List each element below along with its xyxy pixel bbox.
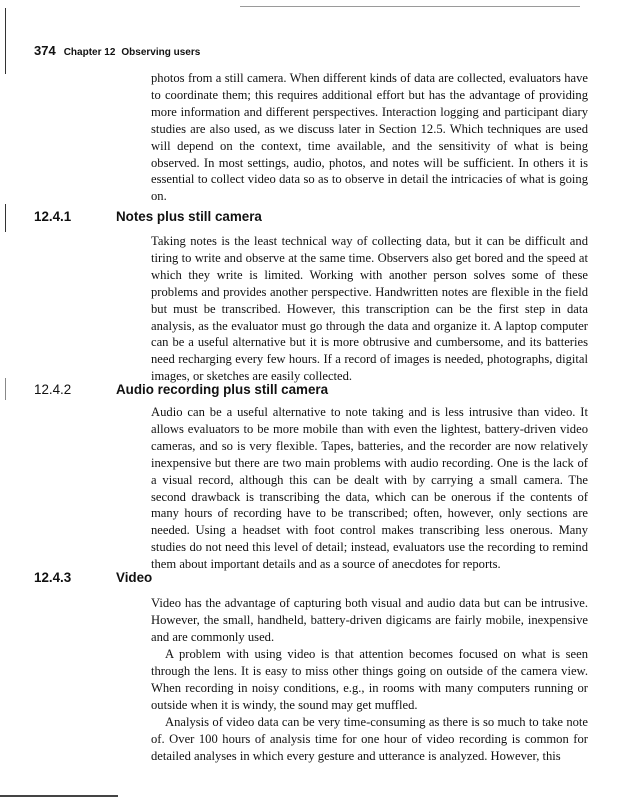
section-number: 12.4.3 (34, 570, 72, 585)
chapter-title: Observing users (121, 47, 201, 58)
section-title: Audio recording plus still camera (116, 382, 329, 397)
section-heading-12-4-3 (34, 570, 152, 585)
running-header (34, 42, 200, 60)
section-paragraph: Taking notes is the least technical way of collecting data, but it can be difficult and tiring to write and observe at the same time. Observers also get bored and the speed at which they write is limited. Working with another person solves some of these problems and provides another perspective. Handwritten notes are flexible in the field but must be transcribed. However, this transcription can be the first step in data analysis, as the evaluator must go through the data and organize it. A laptop computer can be a useful alternative but it is more obtrusive and cumbersome, and its batteries need recharging every few hours. If a record of images is needed, photographs, digital images, or sketches are easily collected. (151, 234, 588, 384)
intro-paragraph: photos from a still camera. When different kinds of data are collected, evaluators have to coordinate them; this requires additional effort but has the advantage of providing more information and different perspectives. Interaction logging and participant diary studies are also used, as we discuss later in Section 12.5. Which techniques are used will depend on the context, time available, and the sensitivity of what is being observed. In most settings, audio, photos, and notes will be sufficient. In others it is essential to collect video data so as to observe in detail the intricacies of what is going on. (151, 71, 588, 204)
margin-mark (5, 378, 6, 400)
section-number: 12.4.1 (34, 209, 72, 224)
section-title: Video (116, 570, 153, 585)
section-heading-12-4-1 (34, 209, 262, 224)
margin-mark (5, 8, 6, 74)
page-number: 374 (34, 43, 56, 58)
chapter-label: Chapter 12 (63, 47, 116, 58)
section-paragraph: Video has the advantage of capturing both visual and audio data but can be intrusive. However, the small, handheld, battery-driven digicams are fairly mobile, inexpensive and are commonly used. (151, 596, 588, 644)
section-paragraph: A problem with using video is that attention becomes focused on what is seen through the lens. It is easy to miss other things going on outside of the camera view. When recording in noisy conditions, e.g., in rooms with many computers running or outside when it is windy, the sound may get muffled. (151, 647, 588, 712)
margin-mark (5, 204, 6, 232)
section-heading-12-4-2 (34, 382, 328, 397)
section-paragraph: Audio can be a useful alternative to note taking and is less intrusive than video. It allows evaluators to be more mobile than with even the lightest, battery-driven video cameras, and so is very flexible. Tapes, batteries, and the recorder are now relatively inexpensive but there are two main problems with audio recording. One is the lack of a visual record, although this can be dealt with by carrying a small camera. The second drawback is transcribing the data, which can be onerous if the contents of many hours of recording have to be transcribed; often, however, only sections are needed. Using a headset with foot control makes transcribing less onerous. Many studies do not need this level of detail; instead, evaluators use the recording to remind them about important details and as a source of anecdotes for reports. (151, 405, 588, 572)
section-title: Notes plus still camera (116, 209, 262, 224)
section-number: 12.4.2 (34, 382, 72, 397)
section-paragraph: Analysis of video data can be very time-consuming as there is so much to take note of. Over 100 hours of analysis time for one hour of video recording is common for detailed analyses in which every gesture and utterance is analyzed. However, this (151, 715, 588, 763)
bottom-edge-rule (0, 795, 118, 797)
top-edge-rule (240, 6, 580, 7)
